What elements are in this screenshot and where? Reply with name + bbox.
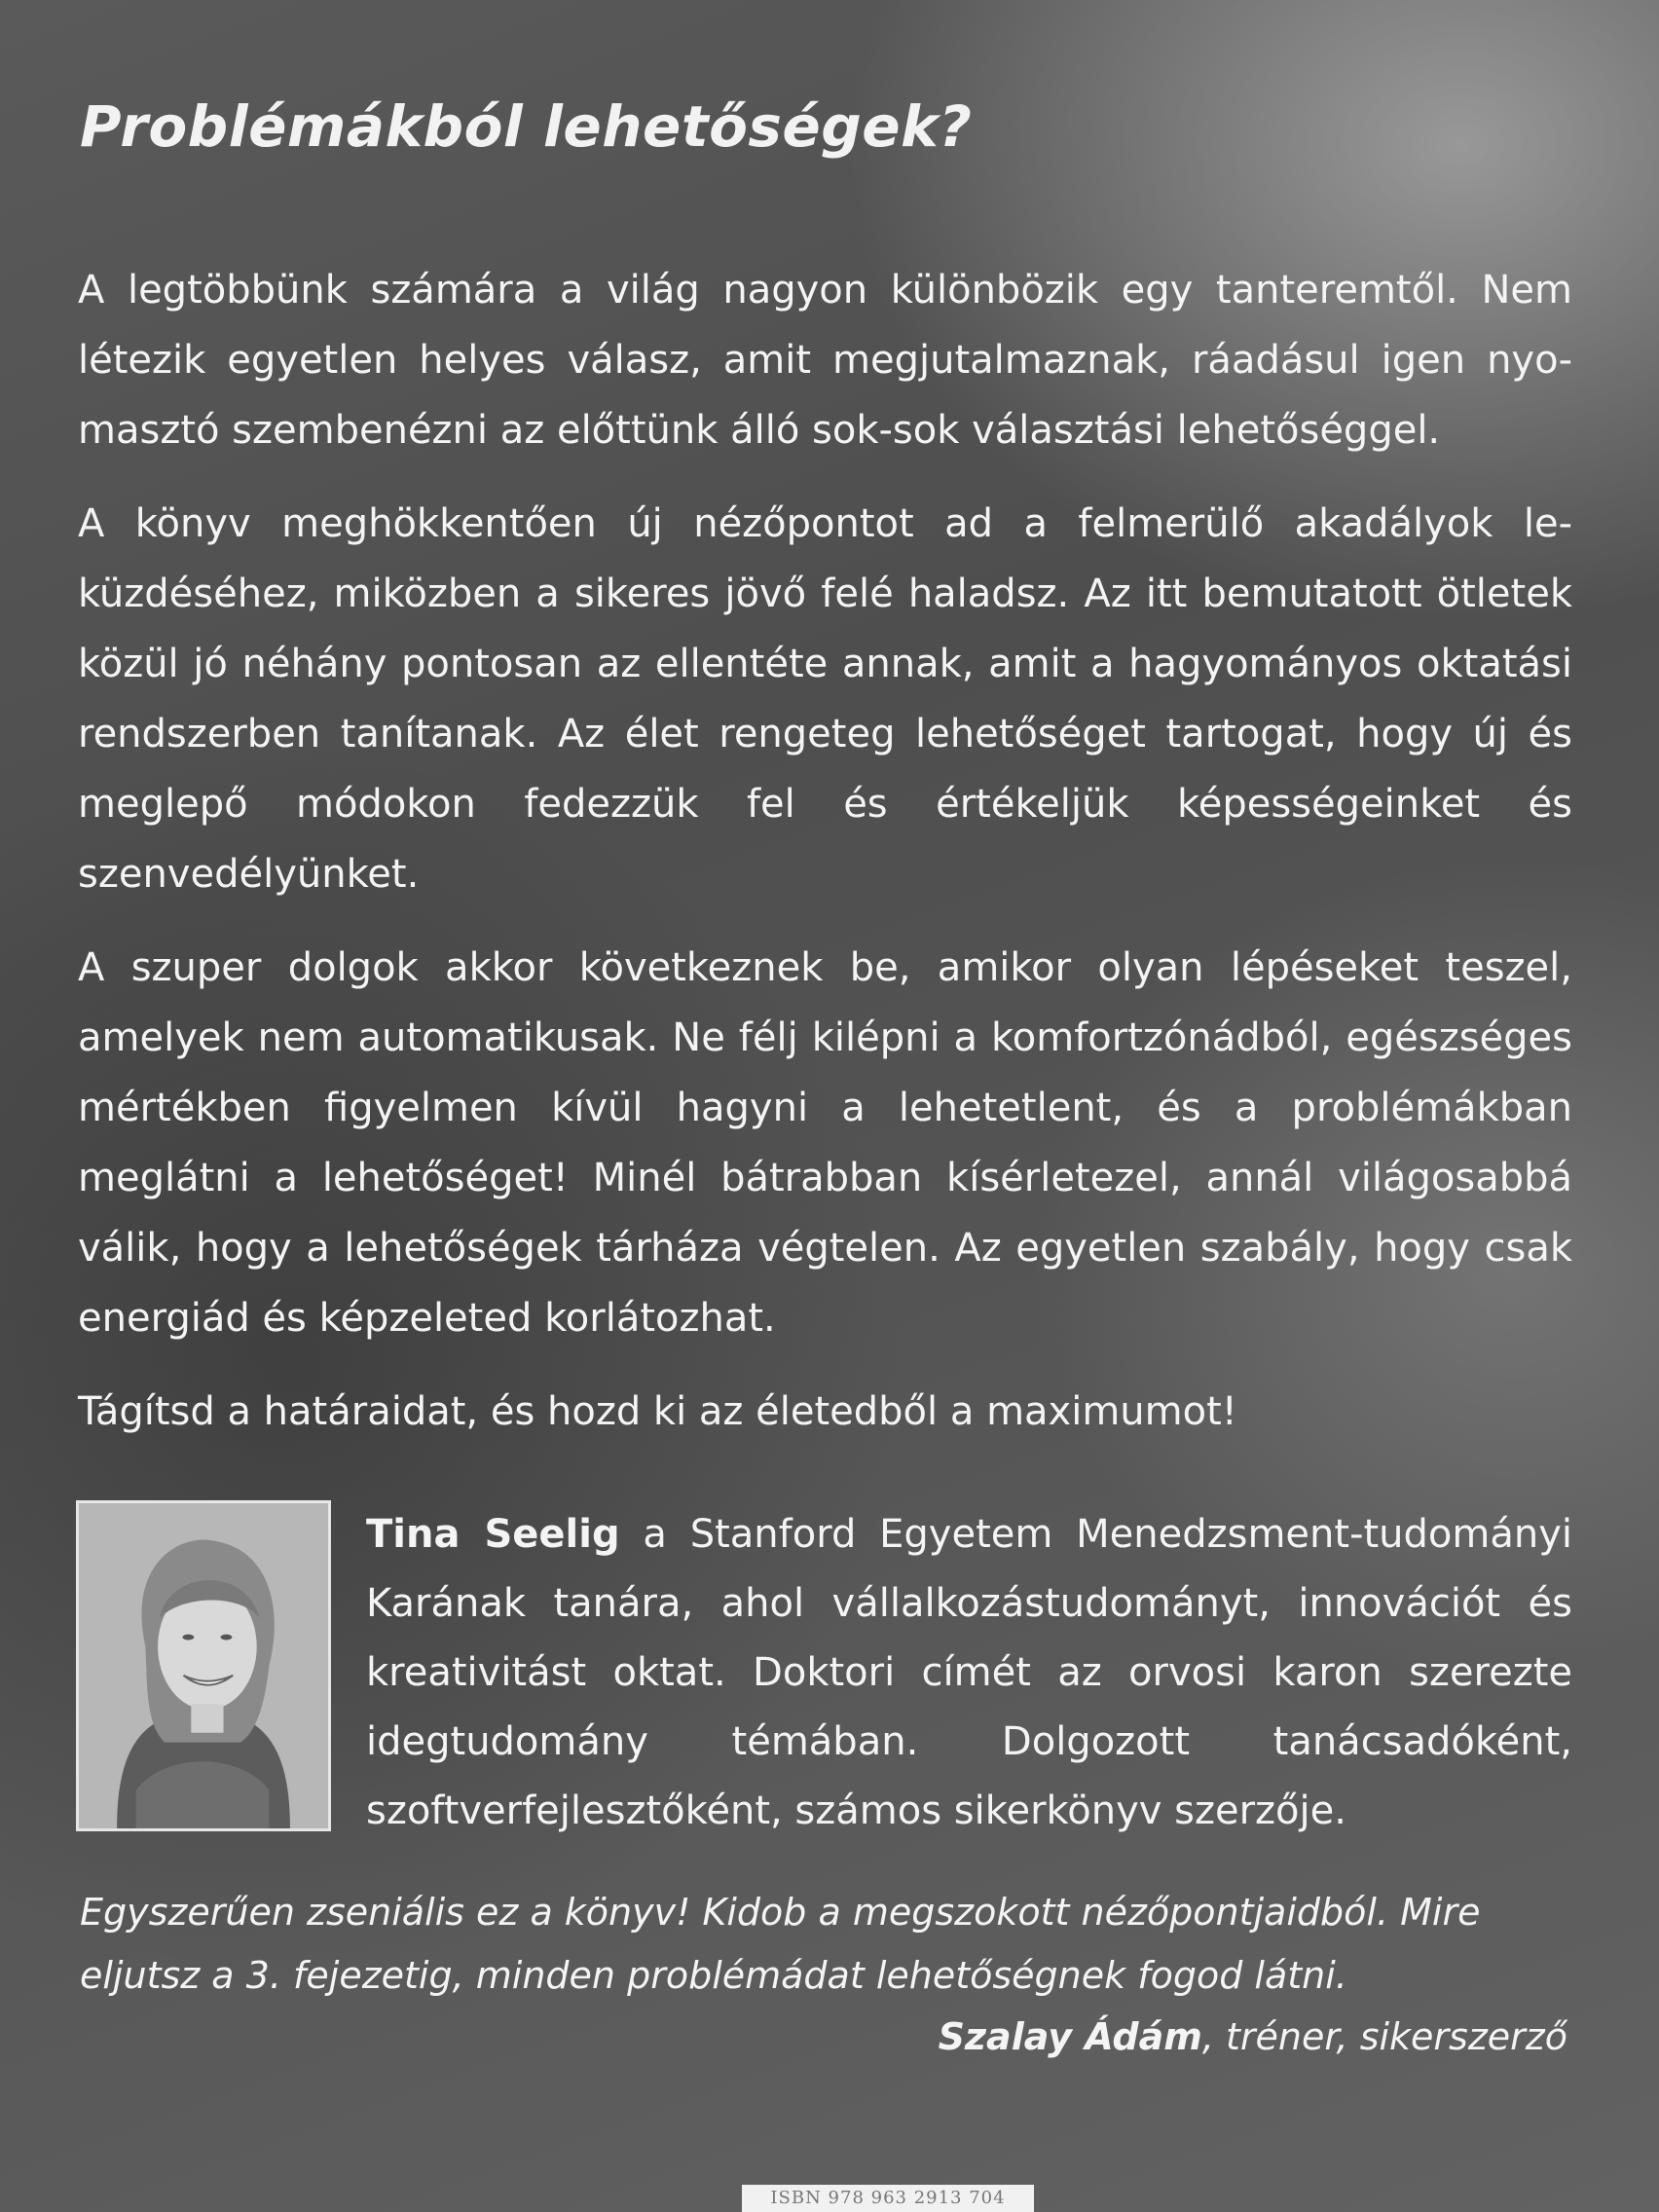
endorsement-attribution <box>939 2015 1567 2058</box>
endorsement-quote: Egyszerűen zseniális ez a könyv! Kidob a megszokott nézőpontjaidból. Mire eljutsz a 3. fejezetig, minden problémádat lehetőségnek fogod látni. <box>80 1891 1481 1997</box>
blurb <box>78 255 1572 1470</box>
endorser-role: , tréner, sikerszerző <box>1201 2015 1567 2058</box>
isbn-label: ISBN 978 963 2913 704 <box>742 2185 1034 2212</box>
blurb-paragraph-1: A legtöbbünk számára a világ nagyon különbözik egy tanteremtől. Nem létezik egyetlen helyes válasz, amit megjutalmaznak, ráadásul igen nyomasztó szembenézni az előttünk álló sok-sok választási lehetőséggel. <box>78 268 1572 453</box>
author-portrait-icon <box>79 1503 328 1828</box>
author-name: Tina Seelig <box>366 1512 620 1557</box>
endorser-name: Szalay Ádám <box>938 2015 1202 2058</box>
blurb-paragraph-2: A könyv meghökkentően új nézőpontot ad a felmerülő akadályok leküzdéséhez, miközben a sikeres jövő felé haladsz. Az itt bemutatott ötletek közül jó néhány pontosan az ellentéte annak, amit a hagyományos oktatási rendszerben tanítanak. Az élet rengeteg lehetőséget tartogat, hogy új és meglepő módokon fedezzük fel és értékeljük képességeinket és szenvedélyünket. <box>78 501 1572 897</box>
author-portrait <box>76 1500 331 1831</box>
author-section <box>76 1500 1572 1846</box>
author-bio-text: a Stanford Egyetem Menedzsment-tudományi Karának tanára, ahol vállalkozástudományt, innovációt és kreativitást oktat. Doktori címét az orvosi karon szerezte idegtudomány témában. Dolgozott tanácsadóként, szoftverfejlesztőként, számos sikerkönyv szerzője. <box>366 1512 1573 1833</box>
blurb-paragraph-4: Tágítsd a határaidat, és hozd ki az életedből a maximumot! <box>78 1389 1237 1434</box>
blurb-paragraph-3: A szuper dolgok akkor következnek be, amikor olyan lépéseket teszel, amelyek nem automatikusak. Ne félj kilépni a komfortzónádból, egészséges mértékben figyelmen kívül hagyni a lehetetlent, és a problémákban meglátni a lehetőséget! Minél bátrabban kísérletezel, annál világosabbá válik, hogy a lehetőségek tárháza végtelen. Az egyetlen szabály, hogy csak energiád és képzeleted korlátozhat. <box>78 945 1572 1341</box>
cover-title: Problémákból lehetőségek? <box>80 93 973 160</box>
